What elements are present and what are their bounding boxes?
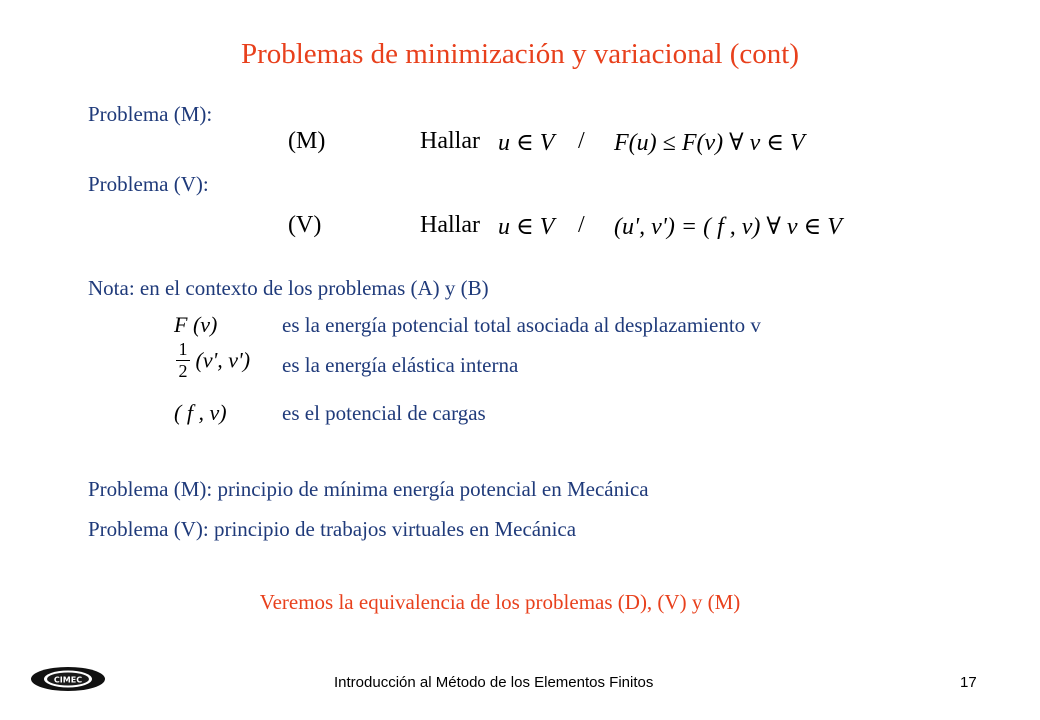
- nota-symbol-loads: ( f , v): [174, 400, 227, 425]
- nota-text-elastic: es la energía elástica interna: [282, 353, 519, 377]
- principle-m: Problema (M): principio de mínima energía potencial en Mecánica: [88, 477, 649, 501]
- slide-title: Problemas de minimización y variacional (cont): [240, 38, 800, 70]
- nota-symbol-energy-total: F (v): [174, 312, 218, 337]
- problem-m-condition: F(u) ≤ F(v) ∀ v ∈ V: [614, 130, 805, 156]
- problem-m-label: Problema (M):: [88, 102, 213, 126]
- nota-symbol-elastic: [176, 340, 250, 381]
- problem-v-tag: (V): [288, 212, 322, 238]
- fraction-denominator: 2: [178, 360, 188, 381]
- fraction-numerator: 1: [178, 339, 188, 359]
- footer-course-title: Introducción al Método de los Elementos Finitos: [334, 674, 654, 691]
- problem-v-condition: (u', v') = ( f , v) ∀ v ∈ V: [614, 214, 842, 240]
- problem-v-slash: /: [578, 212, 585, 238]
- cimec-logo: [30, 664, 106, 694]
- nota-heading: Nota: en el contexto de los problemas (A) y (B): [88, 276, 489, 300]
- cimec-logo-text: CIMEC: [53, 675, 83, 685]
- nota-symbol-elastic-pair: (v', v'): [195, 347, 251, 373]
- problem-m-slash: /: [578, 128, 585, 154]
- problem-m-tag: (M): [288, 128, 326, 154]
- problem-v-label: Problema (V):: [88, 172, 209, 196]
- problem-v-hallar: Hallar: [420, 212, 480, 238]
- nota-text-loads: es el potencial de cargas: [282, 401, 486, 425]
- problem-v-u-in-v: u ∈ V: [498, 214, 555, 240]
- cimec-logo-icon: [30, 664, 106, 694]
- problem-m-u-in-v: u ∈ V: [498, 130, 555, 156]
- nota-text-energy-total: es la energía potencial total asociada al desplazamiento v: [282, 313, 761, 337]
- page-number: 17: [960, 674, 977, 691]
- fraction-one-half: [176, 340, 190, 381]
- equivalence-note: Veremos la equivalencia de los problemas (D), (V) y (M): [259, 590, 741, 614]
- principle-v: Problema (V): principio de trabajos virtuales en Mecánica: [88, 517, 577, 541]
- problem-m-hallar: Hallar: [420, 128, 480, 154]
